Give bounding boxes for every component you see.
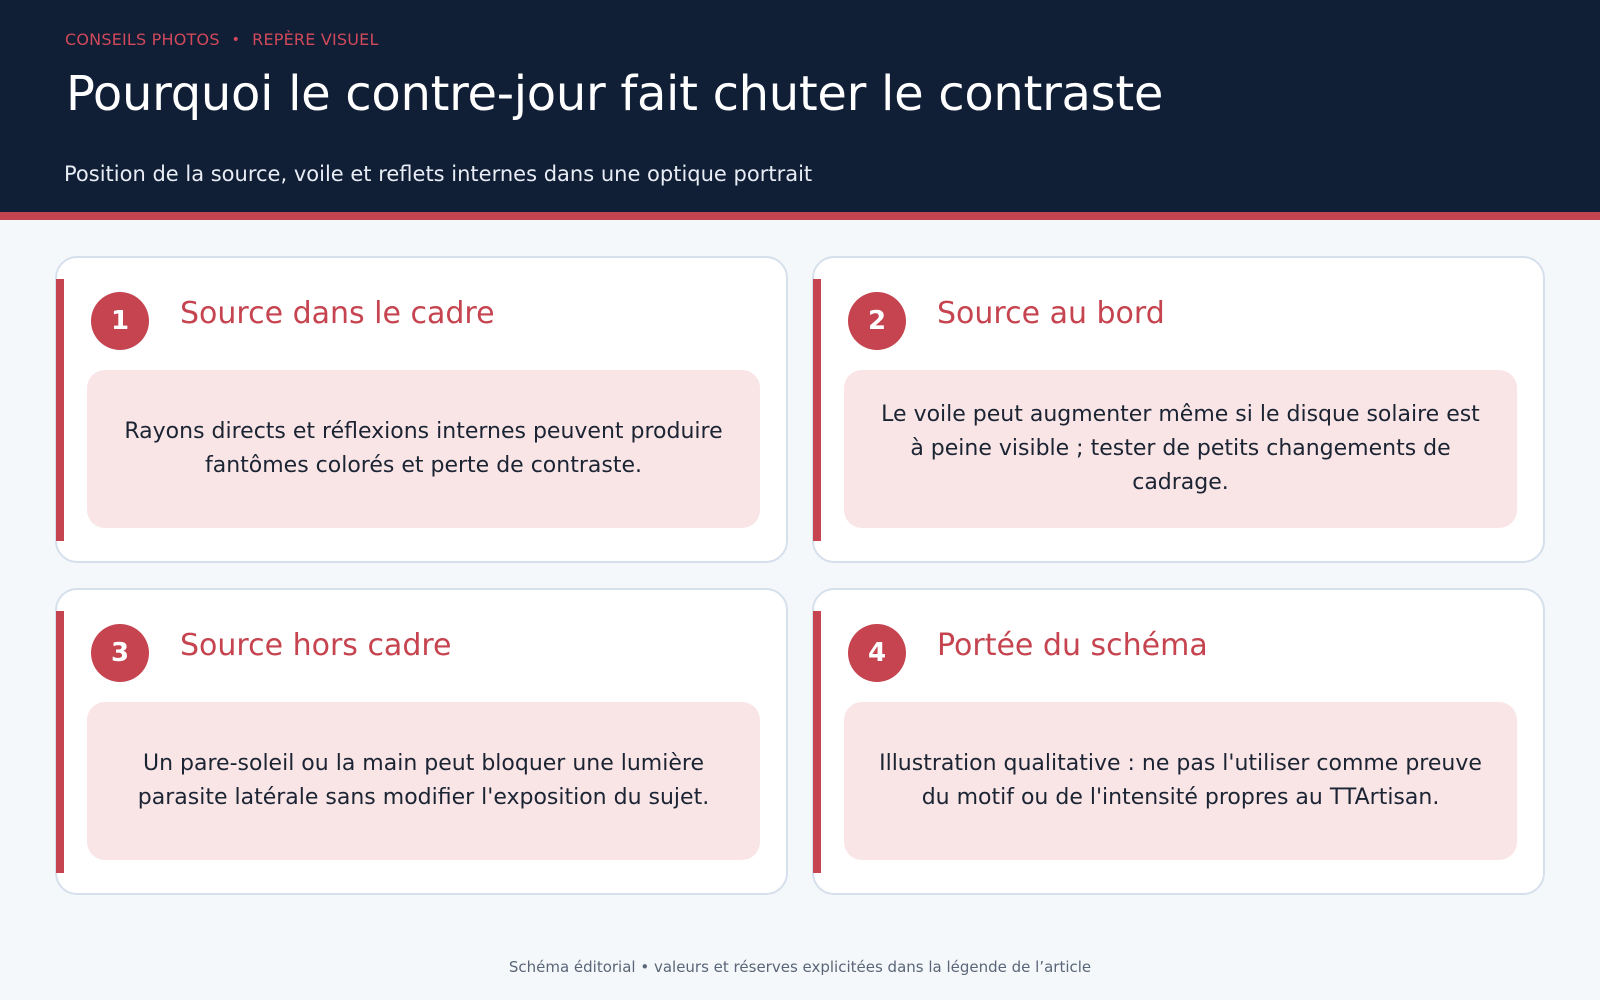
- card-body: [87, 702, 760, 860]
- card-accent-bar: [56, 279, 64, 541]
- card-text: Le voile peut augmenter même si le disque solaire est à peine visible ; tester de petits changements de cadrage.: [881, 402, 1480, 495]
- step-number-badge: 2: [848, 292, 906, 350]
- card-title: Source dans le cadre: [180, 296, 495, 331]
- eyebrow: [65, 30, 379, 49]
- card-title: Source au bord: [937, 296, 1165, 331]
- category-label: CONSEILS PHOTOS: [65, 30, 220, 49]
- card-title: Source hors cadre: [180, 628, 452, 663]
- page-title: Pourquoi le contre-jour fait chuter le contraste: [66, 66, 1164, 122]
- card-body: [844, 370, 1517, 528]
- step-number-badge: 1: [91, 292, 149, 350]
- card-text: Illustration qualitative : ne pas l'utiliser comme preuve du motif ou de l'intensité propres au TTArtisan.: [879, 751, 1482, 810]
- separator-dot: •: [231, 31, 241, 48]
- card-scope: [812, 588, 1545, 895]
- card-accent-bar: [813, 279, 821, 541]
- card-text: Un pare-soleil ou la main peut bloquer une lumière parasite latérale sans modifier l'exposition du sujet.: [137, 751, 710, 810]
- card-source-in-frame: [55, 256, 788, 563]
- card-title: Portée du schéma: [937, 628, 1208, 663]
- section-label: REPÈRE VISUEL: [252, 30, 379, 49]
- card-accent-bar: [813, 611, 821, 873]
- card-source-out-of-frame: [55, 588, 788, 895]
- footer-note: Schéma éditorial • valeurs et réserves explicitées dans la légende de l’article: [508, 958, 1092, 976]
- card-accent-bar: [56, 611, 64, 873]
- card-body: [844, 702, 1517, 860]
- step-number-badge: 4: [848, 624, 906, 682]
- page-subtitle: Position de la source, voile et reflets internes dans une optique portrait: [64, 162, 813, 186]
- page-header: [0, 0, 1600, 220]
- card-source-at-edge: [812, 256, 1545, 563]
- card-body: [87, 370, 760, 528]
- step-number-badge: 3: [91, 624, 149, 682]
- card-text: Rayons directs et réflexions internes peuvent produire fantômes colorés et perte de contraste.: [124, 419, 723, 478]
